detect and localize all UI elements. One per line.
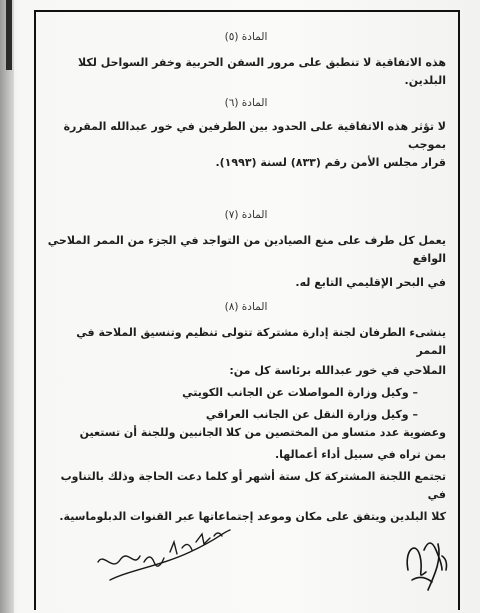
article-8-intro-2: الملاحي في خور عبدالله برئاسة كل من: — [229, 364, 446, 377]
article-8-after-4: كلا البلدين ويتفق على مكان وموعد إجتماعاتها عبر القنوات الدبلوماسية. — [59, 510, 446, 523]
handwritten-signature-date — [90, 522, 240, 592]
binding-mark — [6, 0, 12, 70]
article-6-heading: المادة (٦) — [224, 97, 268, 109]
article-8-bullet-2: – وكيل وزارة النقل عن الجانب العراقي — [46, 406, 446, 424]
article-7-heading: المادة (٧) — [224, 209, 268, 221]
handwritten-signature — [398, 520, 458, 600]
article-7-line-2: في البحر الإقليمي التابع له. — [295, 276, 446, 289]
article-6-line-1: لا تؤثر هذه الاتفاقية على الحدود بين الطرفين في خور عبدالله المقررة بموجب — [63, 120, 446, 151]
article-8-bullet-1: – وكيل وزارة المواصلات عن الجانب الكويتي — [46, 384, 446, 402]
article-8-heading: المادة (٨) — [224, 301, 268, 313]
article-8-after-1: وعضوية عدد متساو من المختصين من كلا الجانبين وللجنة أن تستعين — [79, 426, 446, 439]
article-5-text: هذه الاتفاقية لا تنطبق على مرور السفن الحربية وخفر السواحل لكلا البلدين. — [78, 56, 446, 87]
article-5-heading: المادة (٥) — [224, 31, 268, 43]
article-6-line-2: قرار مجلس الأمن رقم (٨٣٣) لسنة (١٩٩٣). — [215, 156, 446, 169]
article-7-line-1: يعمل كل طرف على منع الصيادين من التواجد في الجزء من الممر الملاحي الواقع — [47, 234, 446, 265]
scan-edge — [0, 0, 14, 613]
article-8-intro-1: ينشىء الطرفان لجنة إدارة مشتركة تتولى تنظيم وتنسيق الملاحة في الممر — [76, 326, 446, 357]
article-8-after-2: بمن تراه في سبيل أداء أعمالها. — [274, 448, 446, 461]
document-body — [46, 22, 446, 526]
article-8-after-3: تجتمع اللجنة المشتركة كل ستة أشهر أو كلما دعت الحاجة وذلك بالتناوب في — [60, 470, 446, 501]
